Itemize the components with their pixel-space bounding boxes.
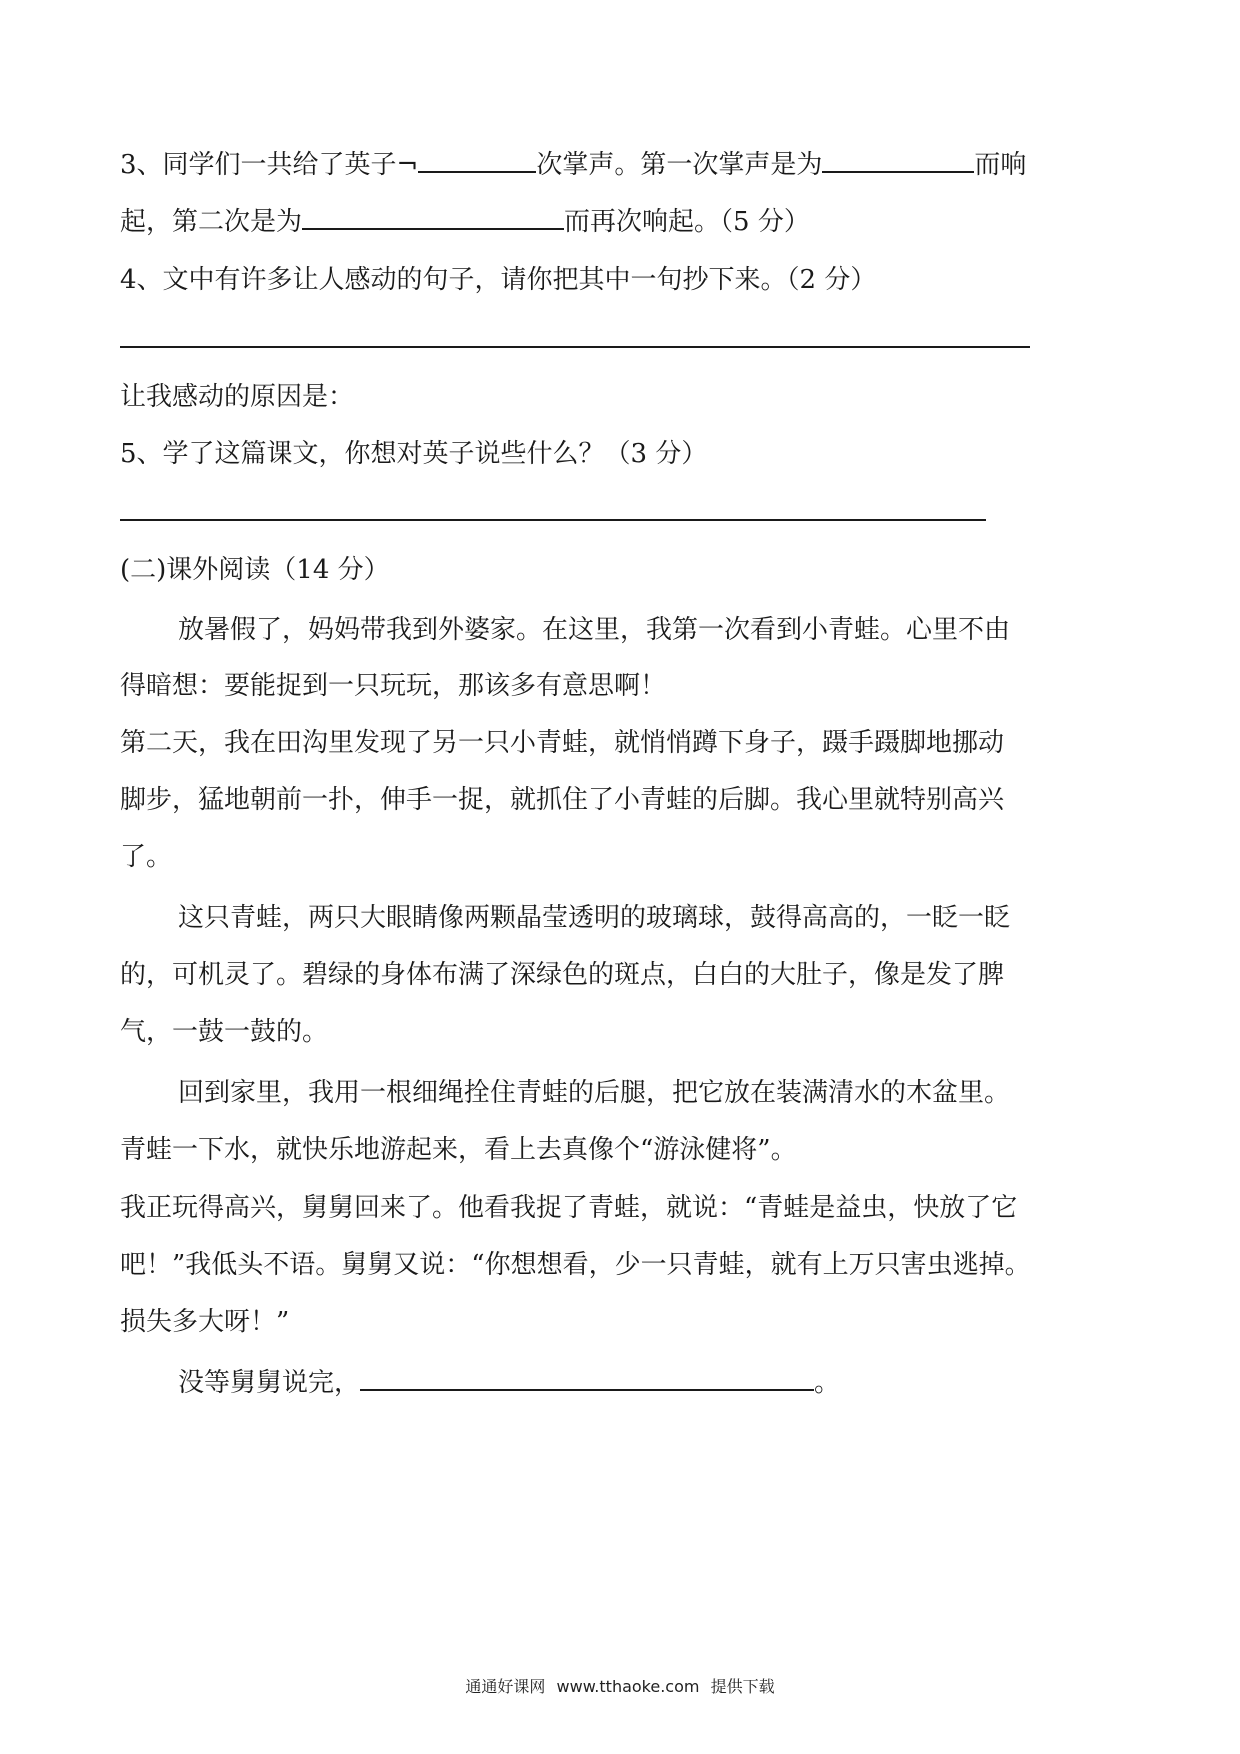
passage-line-11: 我正玩得高兴，舅舅回来了。他看我捉了青蛙，就说：“青蛙是益虫，快放了它 — [120, 1193, 1018, 1223]
q3-text-3: 而响 — [974, 150, 1027, 180]
footer — [0, 1674, 1240, 1697]
footer-url[interactable]: www.tthaoke.com — [556, 1677, 700, 1696]
passage-line-5: 了。 — [120, 842, 173, 872]
passage-last-blank[interactable] — [360, 1367, 814, 1391]
footer-note: 提供下载 — [710, 1677, 775, 1696]
q3-text-1: 3、同学们一共给了英子¬ — [120, 150, 419, 180]
passage-line-1: 放暑假了，妈妈带我到外婆家。在这里，我第一次看到小青蛙。心里不由 — [178, 615, 1011, 645]
question-3-line-2 — [120, 205, 810, 239]
passage-line-7: 的，可机灵了。碧绿的身体布满了深绿色的斑点，白白的大肚子，像是发了脾 — [120, 960, 1005, 990]
q3-text-4: 起，第二次是为 — [120, 207, 303, 237]
question-5: 5、学了这篇课文，你想对英子说些什么？（3 分） — [120, 439, 708, 469]
question-3-line-1 — [120, 148, 1026, 182]
passage-line-10: 青蛙一下水，就快乐地游起来，看上去真像个“游泳健将”。 — [120, 1135, 797, 1165]
passage-line-12: 吧！”我低头不语。舅舅又说：“你想想看，少一只青蛙，就有上万只害虫逃掉。 — [120, 1250, 1031, 1280]
passage-line-8: 气，一鼓一鼓的。 — [120, 1017, 329, 1047]
passage-line-2: 得暗想：要能捉到一只玩玩，那该多有意思啊！ — [120, 671, 667, 701]
passage-line-9: 回到家里，我用一根细绳拴住青蛙的后腿，把它放在装满清水的木盆里。 — [178, 1078, 1011, 1108]
reason-prompt: 让我感动的原因是： — [120, 382, 355, 412]
q3-text-2: 次掌声。第一次掌声是为 — [536, 150, 823, 180]
q5-answer-line[interactable] — [120, 519, 986, 521]
q3-blank-3[interactable] — [302, 206, 564, 230]
passage-last-prefix: 没等舅舅说完， — [178, 1368, 361, 1398]
q4-answer-line[interactable] — [120, 346, 1030, 348]
passage-line-4: 脚步，猛地朝前一扑，伸手一捉，就抓住了小青蛙的后脚。我心里就特别高兴 — [120, 785, 1005, 815]
passage-last-suffix: 。 — [814, 1368, 841, 1398]
passage-last-line — [178, 1366, 840, 1400]
question-4: 4、文中有许多让人感动的句子，请你把其中一句抄下来。（2 分） — [120, 265, 877, 295]
passage-line-6: 这只青蛙，两只大眼睛像两颗晶莹透明的玻璃球，鼓得高高的，一眨一眨 — [178, 903, 1011, 933]
q3-text-5: 而再次响起。（5 分） — [564, 207, 810, 237]
footer-site-name: 通通好课网 — [465, 1677, 546, 1696]
section-2-title: (二)课外阅读（14 分） — [120, 555, 390, 585]
q3-blank-2[interactable] — [822, 149, 974, 173]
passage-line-13: 损失多大呀！” — [120, 1307, 290, 1337]
passage-line-3: 第二天，我在田沟里发现了另一只小青蛙，就悄悄蹲下身子，蹑手蹑脚地挪动 — [120, 728, 1005, 758]
q3-blank-1[interactable] — [418, 149, 536, 173]
